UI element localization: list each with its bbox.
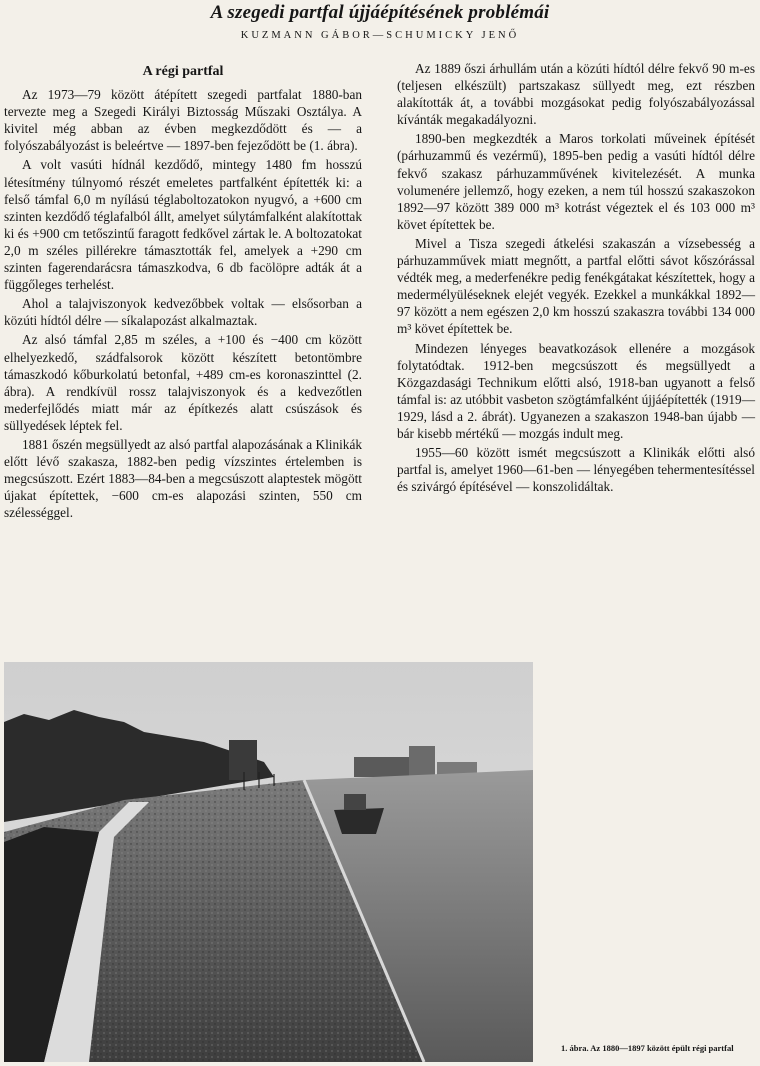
article-authors: KUZMANN GÁBOR—SCHUMICKY JENŐ [240, 30, 520, 41]
left-column [4, 60, 362, 523]
paragraph: Ahol a talajviszonyok kedvezőbbek voltak — elsősorban a közúti hídtól délre — síkalapozást alkalmaztak. [4, 296, 362, 329]
paragraph: Az alsó támfal 2,85 m széles, a +100 és −400 cm között elhelyezkedő, szádfalsorok között készített betontömbre támaszkodó kőburkolatú betonfal, +489 cm-es koronaszinttel (2. ábra). A rendkívül rossz talajviszonyok és a kedvezőtlen mederfejlődés miatt már az építkezés alatt csúszások és süllyedések léptek fel. [4, 332, 362, 433]
paragraph: 1890-ben megkezdték a Maros torkolati műveinek építését (párhuzammű és vezérmű), 1895-ben pedig a vasúti hídtól délre fekvő szakasz párhuzamművének kivitelezését. A munka volumenére jellemző, hogy ezeken, a nem túl hosszú szakaszokon 1892—97 között 389 000 m³ kotrást végeztek el és 103 000 m³ követ építettek be. [397, 131, 755, 232]
figure-photo-riverbank [4, 662, 533, 1062]
paragraph: Mindezen lényeges beavatkozások ellenére a mozgások folytatódtak. 1912-ben megcsúszott és megsüllyedt a Közgazdasági Technikum előtti alsó, 1918-ban ugyanott a felső támfal is: az utóbbit vasbeton szögtámfalként újjáépítették (1919—1929, lásd a 2. ábrát). Ugyanezen a szakaszon 1948-ban újabb — bár kisebb mértékű — mozgás indult meg. [397, 340, 755, 441]
section-heading: A régi partfal [142, 64, 224, 79]
right-column [397, 60, 755, 497]
photo-illustration [4, 662, 533, 1062]
paragraph: Mivel a Tisza szegedi átkelési szakaszán a vízsebesség a párhuzamművek miatt megnőtt, a partfal előtti sávot kőszórással védték meg, a mederfenékre pedig fenékgátakat készítettek, hogy a medermélyüléseknek elejét vegyék. Ezekkel a munkákkal 1892—97 között a nem egészen 2,0 km hosszú szakaszra további 134 000 m³ követ építettek be. [397, 235, 755, 337]
paragraph: A volt vasúti hídnál kezdődő, mintegy 1480 fm hosszú létesítmény túlnyomó részét emeletes partfalként építették ki: a felső támfal 6,0 m nyílású téglaboltozatokon nyugvó, a +600 cm szinten kezdődő téglafalból állt, amelyet súlytámfalként alakítottak ki és +900 cm tetőszintű faragott fedkővel zártak le. A boltozatokat 2,0 m széles pillérekre támasztották fel, amelyek a +290 cm szinten fagerendarácsra támaszkodva, 6 db facölöpre adták át a függőleges terhelést. [4, 157, 362, 293]
paragraph: Az 1889 őszi árhullám után a közúti hídtól délre fekvő 90 m-es (teljesen elkészült) partszakasz süllyedt meg, ezt részben alakították át, a további mozgásokat pedig folyószabályozással kívánták megakadályozni. [397, 61, 755, 128]
figure-caption: 1. ábra. Az 1880—1897 között épült régi partfal [561, 1043, 734, 1053]
paragraph: 1881 őszén megsüllyedt az alsó partfal alapozásának a Klinikák előtt lévő szakasza, 1882-ben pedig vízszintes értelemben is megcsúszott. Ezért 1883—84-ben a megcsúszott alaptestek mögött újakat építettek, −600 cm-es alapozási szinten, 550 cm szélességgel. [4, 436, 362, 521]
article-title: A szegedi partfal újjáépítésének problémái [210, 2, 550, 23]
paragraph: 1955—60 között ismét megcsúszott a Klinikák előtti alsó partfal is, amelyet 1960—61-ben — lényegében tehermentesítéssel és szivárgó építésével — konszolidáltak. [397, 445, 755, 495]
paragraph: Az 1973—79 között átépített szegedi partfalat 1880-ban tervezte meg a Szegedi Királyi Biztosság Műszaki Osztálya. A kivitel még abban az évben megkezdődött és — a folyószabályozást is beleértve — 1897-ben fejeződött be (1. ábra). [4, 87, 362, 154]
